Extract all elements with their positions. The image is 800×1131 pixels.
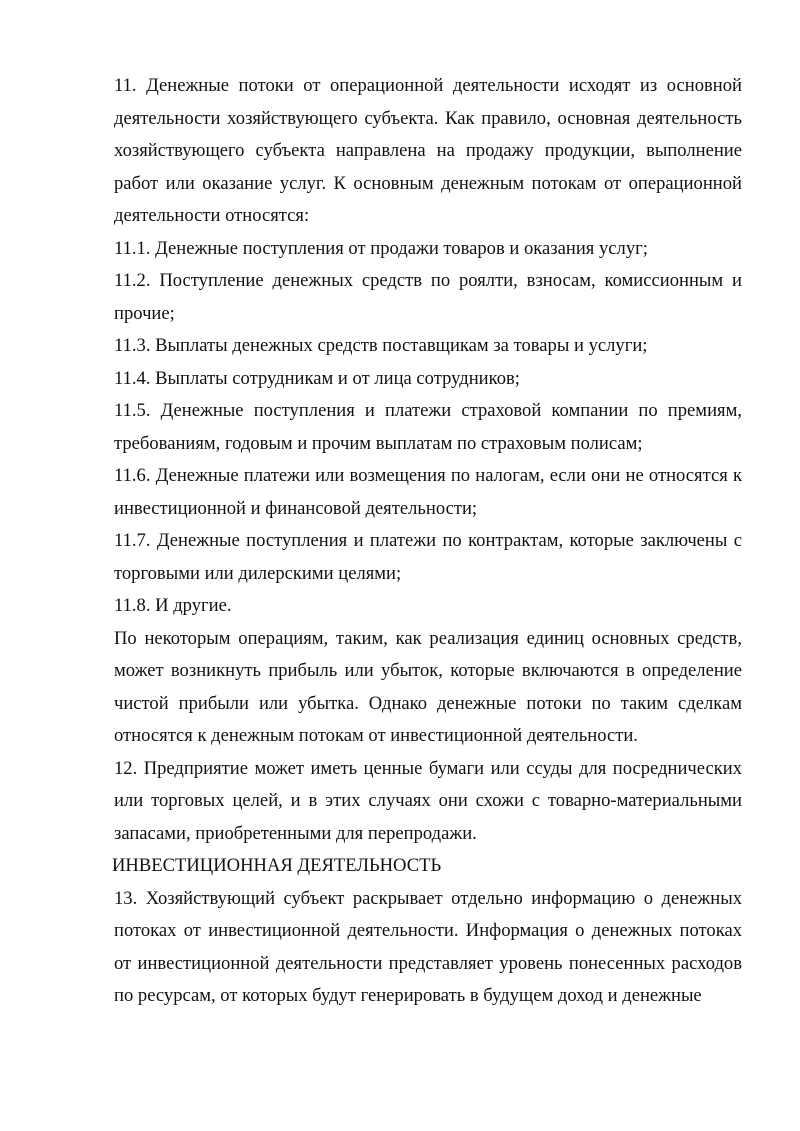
paragraph-11: 11. Денежные потоки от операционной деятельности исходят из основной деятельности хозяйствующего субъекта. Как правило, основная деятельность хозяйствующего субъекта направлена на продажу продукции, выполнение работ или оказание услуг. К основным денежным потокам от операционной деятельности относятся:: [114, 75, 742, 226]
paragraph-11-4: 11.4. Выплаты сотрудникам и от лица сотрудников;: [114, 367, 520, 389]
paragraph-11-6: 11.6. Денежные платежи или возмещения по налогам, если они не относятся к инвестиционной и финансовой деятельности;: [114, 465, 742, 519]
paragraph-11-8: 11.8. И другие.: [114, 595, 232, 616]
paragraph-fixed-assets: По некоторым операциям, таким, как реализация единиц основных средств, может возникнуть прибыль или убыток, которые включаются в определение чистой прибыли или убытка. Однако денежные потоки по таким сделкам относятся к денежным потокам от инвестиционной деятельности.: [114, 627, 742, 746]
section-heading: ИНВЕСТИЦИОННАЯ ДЕЯТЕЛЬНОСТЬ: [112, 855, 442, 876]
paragraph-11-3: 11.3. Выплаты денежных средств поставщикам за товары и услуги;: [114, 335, 648, 356]
paragraph-11-5: 11.5. Денежные поступления и платежи страховой компании по премиям, требованиям, годовым и прочим выплатам по страховым полисам;: [114, 400, 742, 454]
paragraph-11-7: 11.7. Денежные поступления и платежи по контрактам, которые заключены с торговыми или дилерскими целями;: [114, 530, 742, 584]
paragraph-11-1: 11.1. Денежные поступления от продажи товаров и оказания услуг;: [114, 237, 648, 259]
document-page: [114, 70, 742, 1013]
paragraph-11-2: 11.2. Поступление денежных средств по роялти, взносам, комиссионным и прочие;: [114, 270, 742, 324]
paragraph-12: 12. Предприятие может иметь ценные бумаги или ссуды для посреднических или торговых целей, и в этих случаях они схожи с товарно-материальными запасами, приобретенными для перепродажи.: [114, 757, 742, 844]
paragraph-13: 13. Хозяйствующий субъект раскрывает отдельно информацию о денежных потоках от инвестиционной деятельности. Информация о денежных потоках от инвестиционной деятельности представляет уровень понесенных расходов по ресурсам, от которых будут генерировать в будущем доход и денежные: [114, 887, 742, 1006]
